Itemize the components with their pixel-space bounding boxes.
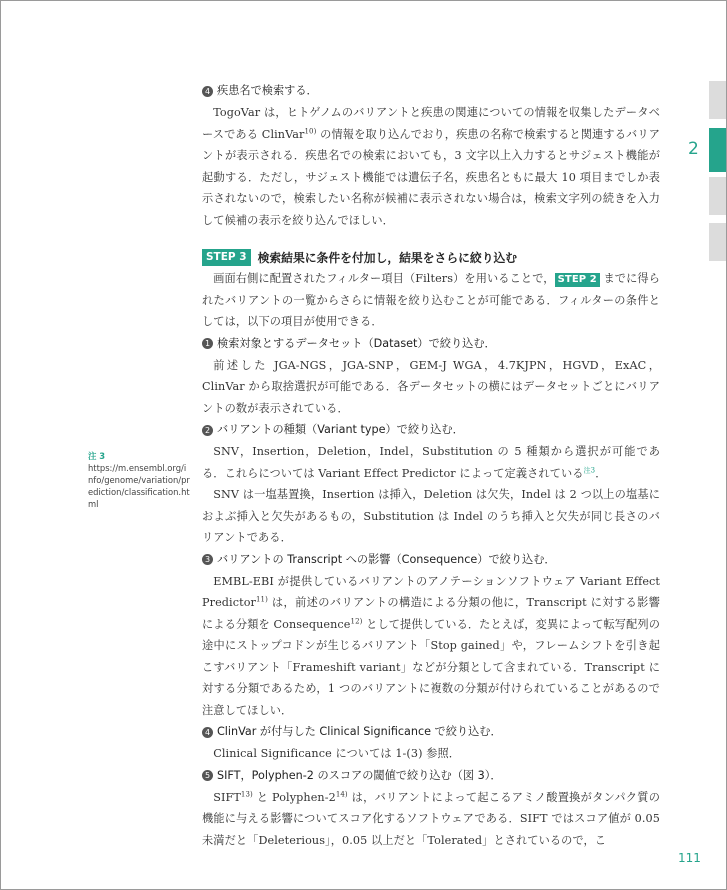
note-reference[interactable]: 注3 (583, 465, 596, 474)
chapter-tab-2[interactable] (709, 128, 726, 172)
reference-mark: 14) (335, 789, 348, 798)
text-run: TogoVar は，ヒトゲノムのバリアントと疾患の関連についての情報を収集したデータベースである ClinVar (202, 106, 660, 141)
filter-item-clinical-significance (202, 721, 660, 743)
text-run: 画面右側に配置されたフィルター項目（Filters）を用いることで， (213, 272, 555, 285)
text-run: SIFT (213, 790, 241, 804)
filter-item-sift-polyphen (202, 765, 660, 787)
reference-mark: 10) (304, 126, 317, 135)
reference-mark: 12) (350, 616, 363, 625)
chapter-tab-1[interactable] (709, 81, 726, 119)
circled-number-icon: 4 (202, 727, 213, 738)
step3-heading (202, 246, 660, 268)
text-run: は，前述のバリアントの構造による分類の他に，Transcript に対する影響による分類を Consequence (202, 596, 660, 631)
text-run: と Polyphen-2 (252, 790, 336, 804)
step3-intro (202, 268, 660, 333)
filter-item-dataset (202, 333, 660, 355)
filter-item-consequence (202, 549, 660, 571)
item-heading-text: バリアントの種類（Variant type）で絞り込む． (217, 423, 464, 436)
inline-step-badge: STEP 2 (555, 273, 600, 287)
text-run: は，バリアントによって起こるアミノ酸置換がタンパク質の機能に与える影響についてスコア化するソフトウェアである．SIFT ではスコア値が 0.05 未満だと「Deleterious」，0.05 以上だと「Tolerated」とされているので，こ (202, 790, 660, 847)
section-paragraph (202, 102, 660, 231)
circled-number-icon: 4 (202, 86, 213, 97)
chapter-tab-3[interactable] (709, 177, 726, 215)
filter-item-variant-type (202, 419, 660, 441)
note-url[interactable]: https://m.ensembl.org/info/genome/variation/prediction/classification.html (88, 463, 190, 509)
section-heading-disease-search (202, 80, 660, 102)
item-paragraph: 前述した JGA-NGS，JGA-SNP，GEM-J WGA，4.7KJPN，HGVD，ExAC，ClinVar から取捨選択が可能である．各データセットの横にはデータセットごとにバリアントの数が表示されている． (202, 358, 660, 415)
item-heading-text: バリアントの Transcript への影響（Consequence）で絞り込む． (217, 552, 556, 566)
item-paragraph (202, 571, 660, 722)
item-paragraph: SNV は一塩基置換，Insertion は挿入，Deletion は欠失，Indel は 2 つ以上の塩基におよぶ挿入と欠失があるもの，Substitution は Indel のうち挿入と欠失が同じ長さのバリアントである． (202, 488, 660, 544)
text-run: SNV，Insertion，Deletion，Indel，Substitution の 5 種類から選択が可能である．これらについては Variant Effect Predictor によって定義されている (202, 445, 660, 480)
item-heading-text: ClinVar が付与した Clinical Significance で絞り込む． (217, 725, 502, 738)
text-run: ． (595, 466, 607, 480)
step-badge: STEP 3 (202, 249, 251, 266)
text-run: EMBL-EBI が提供しているバリアントのアノテーションソフトウェア Variant Effect Predictor (202, 574, 660, 609)
margin-note (88, 450, 190, 510)
page-number: 111 (678, 851, 701, 865)
item-heading-text: 検索対象とするデータセット（Dataset）で絞り込む． (217, 336, 496, 350)
item-paragraph (202, 787, 660, 852)
chapter-tab-4[interactable] (709, 223, 726, 261)
text-run: までに得られたバリアントの一覧からさらに情報を絞り込むことが可能である．フィルターの条件としては，以下の項目が使用できる． (202, 272, 660, 328)
reference-mark: 13) (240, 789, 253, 798)
text-run: の情報を取り込んでおり，疾患の名称で検索すると関連するバリアントが表示される．疾患名での検索においても，3 文字以上入力するとサジェスト機能が起動する．ただし，サジェスト機能では遺伝子名，疾患名ともに最大 10 項目までしか表示されないので，検索したい名称が候補に表示されない場合は，検索文字列の続きを入力して候補の表示を絞り込んでほしい． (202, 127, 660, 227)
item-heading-text: SIFT，Polyphen-2 のスコアの閾値で絞り込む（図 3）． (217, 768, 502, 782)
circled-number-icon: 3 (202, 554, 213, 565)
main-content (202, 80, 660, 851)
text-run: として提供している．たとえば，変異によって転写配列の途中にストップコドンが生じるバリアント「Stop gained」や，フレームシフトを引き起こすバリアント「Frameshift variant」などが分類として含まれている．Transcript に対する分類であるため，1 つのバリアントに複数の分類が付けられていることがあるので注意してほしい． (202, 617, 660, 717)
step-title: 検索結果に条件を付加し，結果をさらに絞り込む (257, 250, 518, 265)
chapter-number: 2 (688, 139, 699, 159)
circled-number-icon: 5 (202, 770, 213, 781)
reference-mark: 11) (255, 595, 268, 604)
circled-number-icon: 1 (202, 338, 213, 349)
item-paragraph: Clinical Significance については 1-(3) 参照． (213, 747, 461, 760)
item-paragraph (202, 441, 660, 484)
note-label: 注 3 (88, 451, 106, 461)
section-heading-text: 疾患名で検索する． (217, 84, 318, 97)
circled-number-icon: 2 (202, 425, 213, 436)
